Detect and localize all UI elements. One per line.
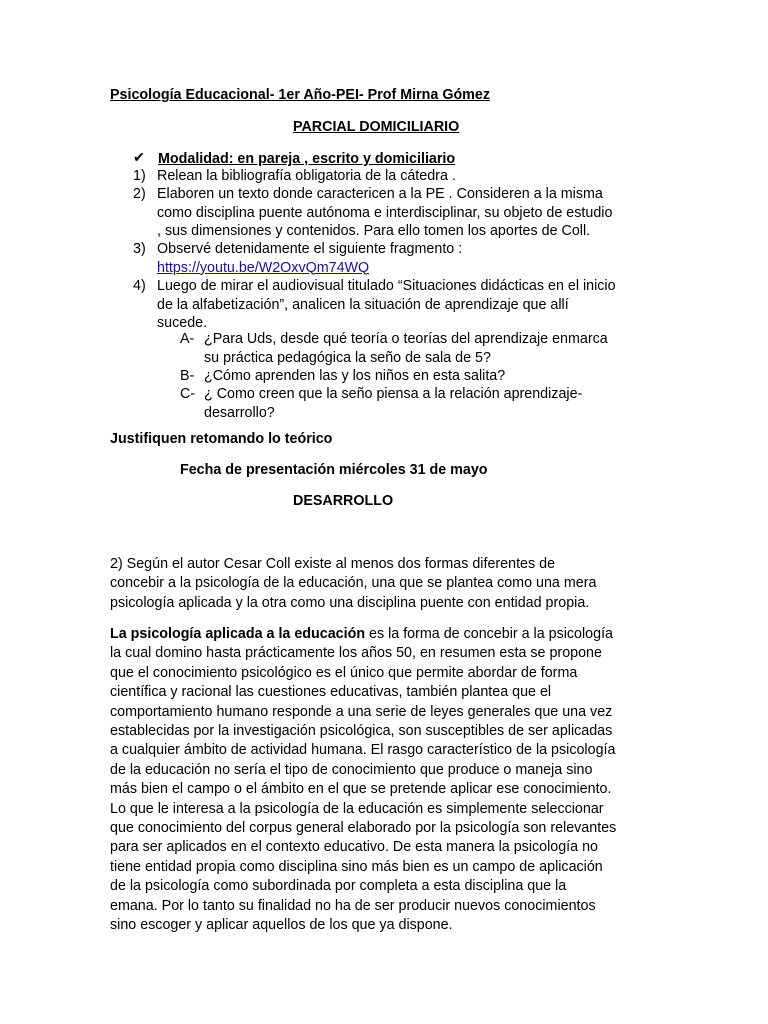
paragraph-line: para ser aplicados en el contexto educativo. De esta manera la psicología no [110, 839, 598, 856]
paragraph-line: a cualquier ámbito de actividad humana. El rasgo característico de la psicología [110, 742, 616, 759]
check-icon: ✔ [133, 150, 145, 166]
paragraph-line: científica y racional las cuestiones educativas, también plantea que el [110, 684, 552, 701]
item-1 [157, 167, 456, 186]
paragraph-line: de la psicología como subordinada por completa a esta disciplina que la [110, 878, 567, 895]
paragraph-first-rest: es la forma de concebir a la psicología [365, 626, 614, 642]
submission-date: Fecha de presentación miércoles 31 de mayo [180, 462, 488, 478]
item-2-line: , sus dimensiones y contenidos. Para ello tomen los aportes de Coll. [157, 223, 591, 239]
document-title: PARCIAL DOMICILIARIO [293, 119, 460, 135]
paragraph-line: que conocimiento del corpus general elaborado por la psicología son relevantes [110, 820, 617, 837]
paragraph-line: establecidas por la investigación psicológica, son susceptibles de ser aplicadas [110, 723, 613, 740]
subitem-c-line: desarrollo? [204, 404, 275, 421]
paragraph-intro [110, 555, 596, 613]
subitem-c-line: ¿ Como creen que la seño piensa a la relación aprendizaje- [204, 386, 583, 402]
paragraph-applied-psychology [110, 625, 616, 936]
subitem-c-label: C- [180, 386, 196, 402]
subitem-b [204, 367, 505, 386]
paragraph-line: emana. Por lo tanto su finalidad no ha de ser producir nuevos conocimientos [110, 897, 596, 914]
modality-text: Modalidad: en pareja , escrito y domiciliario [158, 151, 456, 167]
paragraph-line: concebir a la psicología de la educación, una que se plantea como una mera [110, 575, 597, 592]
paragraph-bold-lead: La psicología aplicada a la educación [110, 626, 366, 642]
item-1-number: 1) [133, 168, 146, 184]
subitem-a-line: su práctica pedagógica la seño de sala de 5? [204, 349, 491, 366]
item-2 [157, 185, 612, 241]
subitem-a-line: ¿Para Uds, desde qué teoría o teorías del aprendizaje enmarca [204, 331, 608, 347]
subitem-b-label: B- [180, 368, 195, 384]
item-4 [157, 277, 616, 333]
paragraph-line: comportamiento humano responde a una serie de leyes generales que una vez [110, 703, 613, 720]
item-3 [157, 240, 462, 277]
item-3-number: 3) [133, 241, 146, 257]
paragraph-first-line [110, 625, 616, 644]
paragraph-line: psicología aplicada y la otra como una disciplina puente con entidad propia. [110, 594, 590, 611]
course-header: Psicología Educacional- 1er Año-PEI- Prof Mirna Gómez [110, 87, 490, 103]
paragraph-line: que el conocimiento psicológico es el único que permite abordar de forma [110, 664, 578, 681]
item-1-line: Relean la bibliografía obligatoria de la cátedra . [157, 168, 456, 184]
item-2-line: como disciplina puente autónoma e interdisciplinar, su objeto de estudio [157, 204, 613, 221]
paragraph-line: tiene entidad propia como disciplina sino más bien es un campo de aplicación [110, 858, 603, 875]
item-4-line: Luego de mirar el audiovisual titulado “Situaciones didácticas en el inicio [157, 278, 616, 294]
paragraph-line: la cual domino hasta prácticamente los años 50, en resumen esta se propone [110, 645, 602, 662]
item-3-line: Observé detenidamente el siguiente fragmento : [157, 241, 463, 257]
development-heading: DESARROLLO [293, 493, 394, 509]
subitem-a-label: A- [180, 331, 195, 347]
subitem-a [204, 330, 608, 367]
justify-instruction: Justifiquen retomando lo teórico [110, 431, 333, 447]
paragraph-line: más bien el campo o el ámbito en el que se pretende aplicar ese conocimiento. [110, 781, 612, 798]
item-4-line: sucede. [157, 315, 208, 331]
youtube-link[interactable]: https://youtu.be/W2OxvQm74WQ [157, 259, 370, 276]
paragraph-line: sino escoger y aplicar aquellos de los que ya dispone. [110, 917, 453, 934]
item-2-number: 2) [133, 186, 146, 202]
subitem-c [204, 385, 582, 422]
item-4-line: de la alfabetización”, analicen la situación de aprendizaje que allí [157, 296, 569, 313]
paragraph-line: Lo que le interesa a la psicología de la educación es simplemente seleccionar [110, 800, 604, 817]
subitem-b-line: ¿Cómo aprenden las y los niños en esta salita? [204, 368, 506, 384]
paragraph-line: de la educación no sería el tipo de conocimiento que produce o maneja sino [110, 761, 593, 778]
paragraph-line: 2) Según el autor Cesar Coll existe al menos dos formas diferentes de [110, 556, 556, 572]
item-4-number: 4) [133, 278, 146, 294]
item-2-line: Elaboren un texto donde caractericen a la PE . Consideren a la misma [157, 186, 603, 202]
